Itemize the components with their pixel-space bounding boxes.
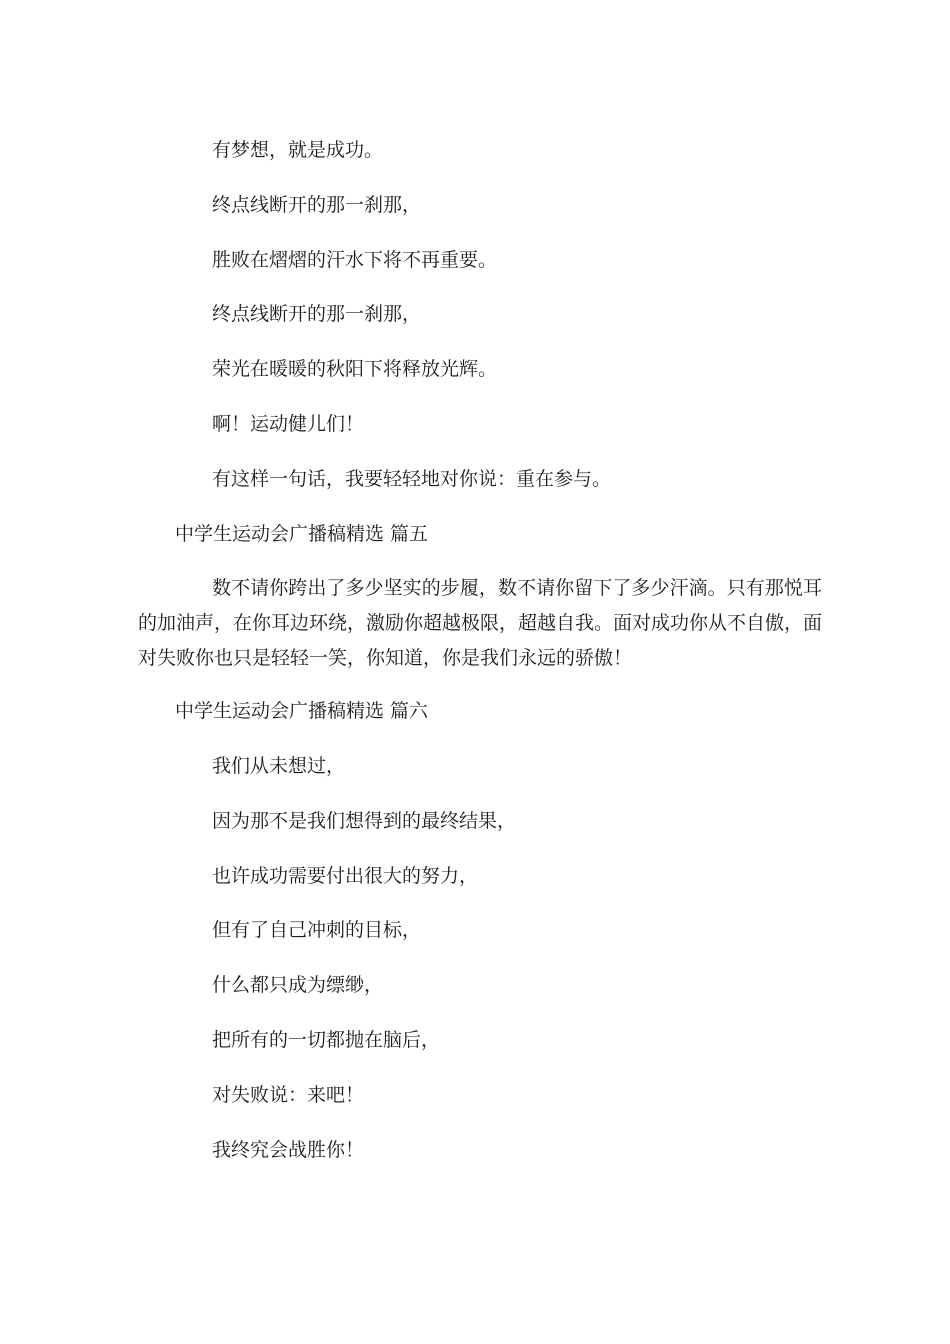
section-5-paragraph: 数不请你跨出了多少坚实的步履，数不请你留下了多少汗滴。只有那悦耳的加油声，在你耳边环绕，激励你超越极限，超越自我。面对成功你从不自傲，面对失败你也只是轻轻一笑，你知道，你是我们永远的骄傲！	[138, 577, 823, 669]
poem-line: 荣光在暖暖的秋阳下将释放光辉。	[212, 358, 498, 380]
poem-line: 什么都只成为缥缈，	[212, 974, 384, 996]
poem-line: 对失败说：来吧！	[212, 1084, 365, 1106]
poem-line: 也许成功需要付出很大的努力，	[212, 865, 479, 887]
poem-line: 胜败在熠熠的汗水下将不再重要。	[212, 249, 498, 271]
section-heading-6: 中学生运动会广播稿精选 篇六	[175, 700, 429, 722]
section-heading-5: 中学生运动会广播稿精选 篇五	[175, 523, 429, 545]
poem-line: 啊！运动健儿们！	[212, 413, 365, 435]
poem-line: 我终究会战胜你！	[212, 1139, 365, 1161]
poem-line: 终点线断开的那一刹那，	[212, 194, 422, 216]
poem-line: 终点线断开的那一刹那，	[212, 303, 422, 325]
poem-line: 因为那不是我们想得到的最终结果，	[212, 810, 517, 832]
poem-line: 有这样一句话，我要轻轻地对你说：重在参与。	[212, 468, 612, 490]
poem-line: 把所有的一切都抛在脑后，	[212, 1029, 441, 1051]
poem-line: 我们从未想过，	[212, 755, 346, 777]
poem-line: 但有了自己冲刺的目标，	[212, 919, 422, 941]
poem-line: 有梦想，就是成功。	[212, 139, 384, 161]
